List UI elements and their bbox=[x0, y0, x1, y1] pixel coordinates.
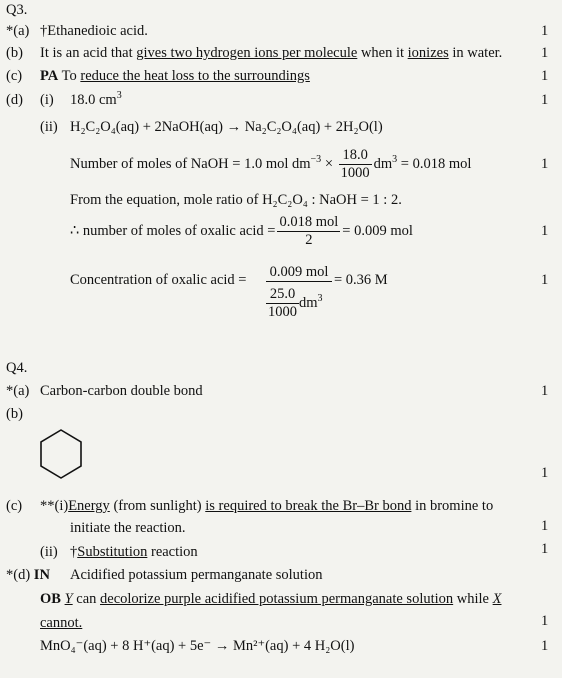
q3d-label: (d) bbox=[6, 92, 23, 108]
q4d-half-equation: MnO₄⁻(aq) + 8 H⁺(aq) + 5e⁻ → Mn²⁺(aq) + 4 H₂O(l) bbox=[40, 638, 355, 654]
cyclohexane-structure bbox=[37, 427, 85, 481]
concentration-lhs: Concentration of oxalic acid = bbox=[70, 272, 247, 288]
q4-heading: Q4. bbox=[6, 360, 28, 376]
ob-tag: OB bbox=[40, 591, 61, 607]
q4a-label: *(a) bbox=[6, 383, 30, 399]
mole-ratio-line: From the equation, mole ratio of H₂C₂O₄ : NaOH = 1 : 2. bbox=[70, 192, 402, 208]
mark-q3di: 1 bbox=[541, 92, 549, 108]
q4d-observation-line2: cannot. bbox=[40, 615, 83, 631]
mark-q3b: 1 bbox=[541, 45, 549, 61]
q3b-answer: It is an acid that gives two hydrogen ions per molecule when it ionizes in water. bbox=[40, 45, 503, 61]
in-tag: IN bbox=[33, 567, 50, 583]
q4d-label: *(d) IN bbox=[6, 567, 50, 583]
q3dii-label: (ii) bbox=[40, 119, 58, 135]
mark-q3a: 1 bbox=[541, 23, 549, 39]
mark-q4ci: 1 bbox=[541, 518, 549, 534]
q4ci-answer: **(i)Energy (from sunlight) is required to break the Br–Br bond in bromine to bbox=[40, 498, 494, 514]
concentration-result: = 0.36 M bbox=[334, 272, 388, 288]
volume-fraction-2: $\frac{25.0}{1000}$ bbox=[268, 286, 297, 320]
mark-concentration: 1 bbox=[541, 272, 549, 288]
mark-q4d-equation: 1 bbox=[541, 638, 549, 654]
oxalic-fraction: $\frac{\text{0.018 mol}}{2}$ bbox=[279, 214, 339, 248]
mark-q4d-observation: 1 bbox=[541, 613, 549, 629]
mark-q4cii: 1 bbox=[541, 541, 549, 557]
conc-numerator: 0.009 mol bbox=[266, 264, 332, 282]
q4ci-answer-line2: initiate the reaction. bbox=[70, 520, 186, 536]
mark-q4b: 1 bbox=[541, 465, 549, 481]
q4a-answer: Carbon-carbon double bond bbox=[40, 383, 203, 399]
q3c-label: (c) bbox=[6, 68, 23, 84]
q4d-observation: OB Y can decolorize purple acidified potassium permanganate solution while X bbox=[40, 591, 502, 607]
volume-fraction: $\frac{18.0}{1000}$ bbox=[340, 147, 370, 181]
q3dii-equation: H₂C₂O₄(aq) + 2NaOH(aq) → Na₂C₂O₄(aq) + 2H₂O(l) bbox=[70, 119, 383, 135]
q4cii-label: (ii) bbox=[40, 544, 58, 560]
q3c-answer: PA To reduce the heat loss to the surroundings bbox=[40, 68, 310, 84]
q3di-answer: 18.0 $cm^3$ bbox=[70, 90, 122, 108]
mark-moles-oxalic: 1 bbox=[541, 223, 549, 239]
q3di-label: (i) bbox=[40, 92, 54, 108]
pa-tag: PA bbox=[40, 68, 59, 84]
q3b-label: (b) bbox=[6, 45, 23, 61]
q4c-label: (c) bbox=[6, 498, 23, 514]
mark-q4a: 1 bbox=[541, 383, 549, 399]
q3a-answer: †Ethanedioic acid. bbox=[40, 23, 148, 39]
q4d-answer: Acidified potassium permanganate solution bbox=[70, 567, 323, 583]
moles-oxalic-line: ∴ number of moles of oxalic acid = $\frac{\text{0.018 mol}}{2}$ = 0.009 mol bbox=[70, 214, 413, 248]
moles-naoh-line: Number of moles of NaOH = 1.0 mol $dm^{-3}$ × $\frac{18.0}{1000}$ $dm^3 = 0.018$ mol bbox=[70, 147, 472, 181]
q3-heading: Q3. bbox=[6, 2, 28, 18]
mark-q3c: 1 bbox=[541, 68, 549, 84]
q4cii-answer: †Substitution reaction bbox=[70, 544, 198, 560]
mark-moles-naoh: 1 bbox=[541, 156, 549, 172]
conc-denominator: $\frac{25.0}{1000}$ $dm^3$ bbox=[268, 286, 323, 320]
q3a-label: *(a) bbox=[6, 23, 30, 39]
q4b-label: (b) bbox=[6, 406, 23, 422]
